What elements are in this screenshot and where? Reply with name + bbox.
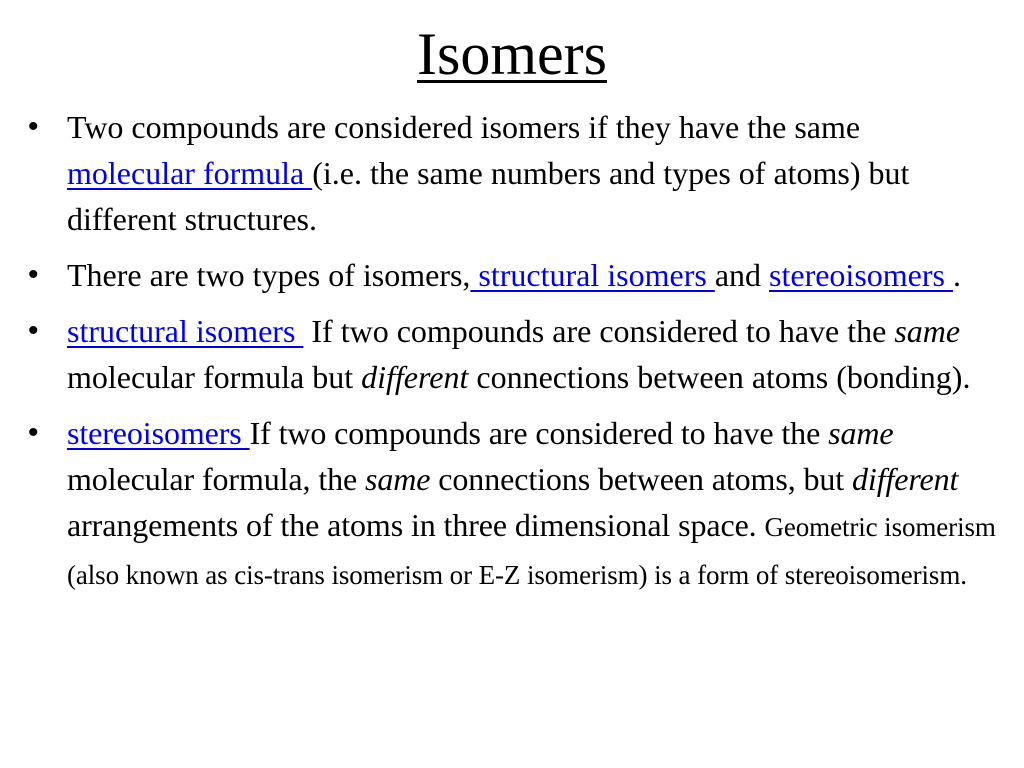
link-stereoisomers-heading[interactable]: stereoisomers: [67, 415, 250, 451]
link-molecular-formula[interactable]: molecular formula: [67, 155, 313, 191]
emphasis-same: same: [894, 313, 961, 349]
geometric-isomerism-note: Geometric isomerism (also known as cis-trans isomerism or E-Z isomerism) is a form of stereoisomerism.: [67, 512, 996, 590]
text-segment: There are two types of isomers,: [67, 257, 471, 293]
text-segment: arrangements of the atoms in three dimensional space.: [67, 507, 765, 543]
bullet-isomer-types: [28, 252, 1018, 298]
bullet-text: [67, 313, 970, 395]
emphasis-different: different: [361, 359, 469, 395]
bullet-stereoisomers: [28, 410, 1018, 598]
emphasis-same: same: [828, 415, 894, 451]
text-segment: molecular formula but: [67, 359, 362, 395]
bullet-structural-isomers: [28, 308, 1018, 400]
text-segment: If two compounds are considered to have the: [249, 415, 829, 451]
slide-title: Isomers: [417, 21, 607, 87]
bullet-text: [67, 257, 961, 293]
bullet-dot-icon: •: [28, 416, 39, 449]
link-structural-isomers[interactable]: structural isomers: [470, 257, 715, 293]
text-segment: molecular formula, the: [67, 461, 366, 497]
bullet-dot-icon: •: [28, 314, 39, 347]
emphasis-same: same: [365, 461, 431, 497]
text-segment: Two compounds are considered isomers if they have the same: [67, 109, 861, 145]
link-stereoisomers[interactable]: stereoisomers: [769, 257, 953, 293]
text-segment: .: [952, 257, 961, 293]
bullet-text: [67, 415, 996, 591]
text-segment: If two compounds are considered to have the: [303, 313, 895, 349]
bullet-text: [67, 109, 909, 237]
emphasis-different: different: [852, 461, 959, 497]
text-segment: and: [714, 257, 770, 293]
text-segment: connections between atoms, but: [430, 461, 852, 497]
text-segment: (i.e. the same numbers and types of atoms) but different structures.: [67, 155, 910, 237]
text-segment: connections between atoms (bonding).: [468, 359, 971, 395]
link-structural-isomers-heading[interactable]: structural isomers: [67, 313, 304, 349]
bullet-isomers-definition: [28, 104, 1018, 242]
bullet-dot-icon: •: [28, 258, 39, 291]
bullet-dot-icon: •: [28, 110, 39, 143]
bullet-list: [28, 104, 1018, 598]
